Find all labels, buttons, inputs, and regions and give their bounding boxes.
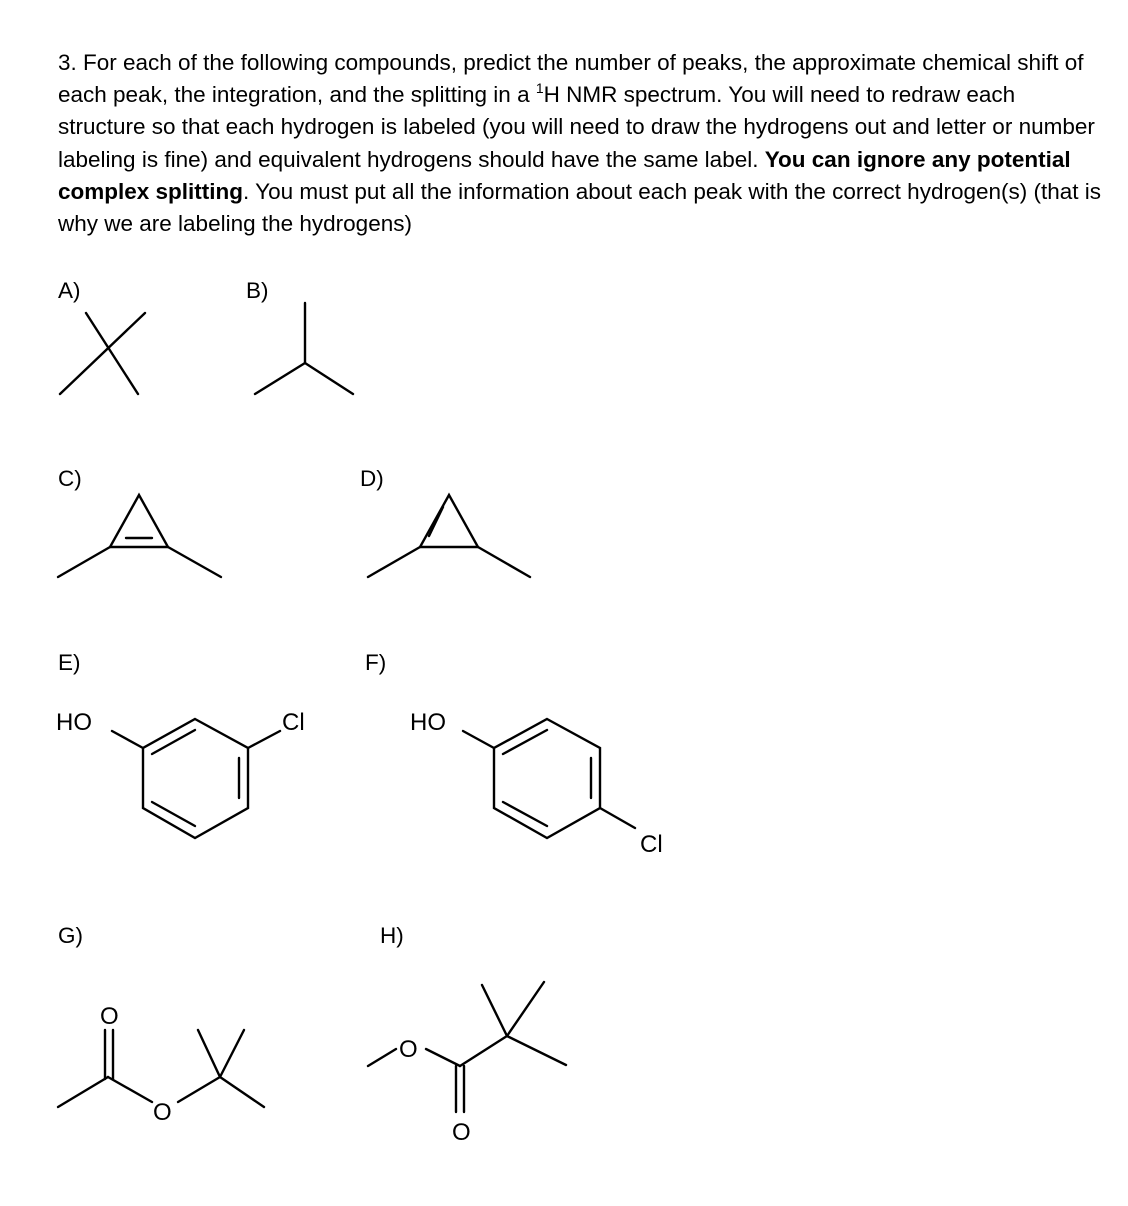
f-ho-label: HO bbox=[410, 709, 446, 736]
label-c: C) bbox=[58, 466, 82, 491]
superscript-one: 1 bbox=[535, 80, 544, 97]
g-carbonyl-o-label: O bbox=[100, 1003, 119, 1030]
structure-a bbox=[60, 313, 145, 394]
e-ho-label: HO bbox=[56, 709, 92, 736]
structure-c bbox=[58, 495, 221, 577]
label-a: A) bbox=[58, 278, 81, 303]
structure-b bbox=[255, 303, 353, 394]
label-d: D) bbox=[360, 466, 384, 491]
structure-d bbox=[368, 495, 530, 577]
e-cl-label: Cl bbox=[282, 709, 305, 736]
structure-e bbox=[56, 709, 305, 838]
h-carbonyl-o-label: O bbox=[452, 1119, 471, 1146]
label-b: B) bbox=[246, 278, 269, 303]
f-cl-label: Cl bbox=[640, 831, 663, 858]
g-ester-o-label: O bbox=[153, 1099, 172, 1126]
question-bold-note: You can ignore any potential complex splitting bbox=[58, 146, 1071, 204]
structure-f bbox=[410, 709, 663, 858]
structure-g bbox=[58, 1003, 264, 1126]
question-middle: H NMR spectrum. You will need to redraw each structure so that each hydrogen is labeled (you will need to draw the hydrogens out and letter or number labeling is fine) and equivalent hydrogens should have the same label. bbox=[58, 82, 1095, 172]
question-intro: 3. For each of the following compounds, predict the number of peaks, the approximate chemical shift of each peak, the integration, and the splitting in a bbox=[58, 50, 1084, 108]
h-ester-o-label: O bbox=[399, 1036, 418, 1063]
label-f: F) bbox=[365, 650, 387, 675]
question-outro: . You must put all the information about each peak with the correct hydrogen(s) (that is why we are labeling the hydrogens) bbox=[58, 178, 1102, 237]
label-e: E) bbox=[58, 650, 81, 675]
label-g: G) bbox=[58, 923, 83, 948]
label-h: H) bbox=[380, 923, 404, 948]
structure-h bbox=[368, 982, 566, 1146]
